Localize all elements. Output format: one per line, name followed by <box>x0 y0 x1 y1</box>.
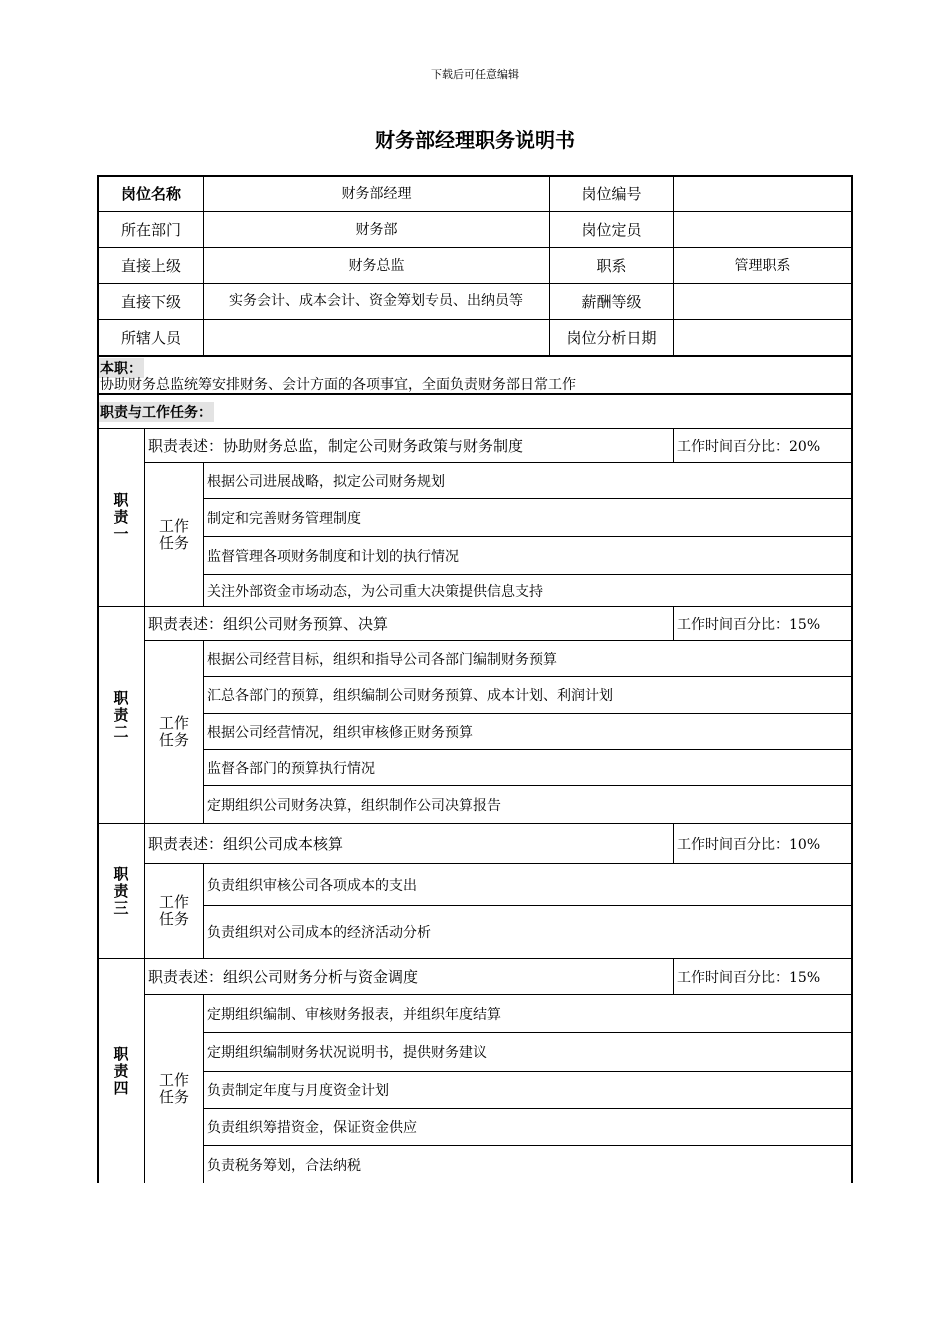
duty-4-task-label: 工作 任务 <box>158 1071 189 1106</box>
duty-1-task-4: 关注外部资金市场动态，为公司重大决策提供信息支持 <box>207 583 543 600</box>
duty-3-label: 职 责 三 <box>113 864 129 917</box>
value-department: 财务部 <box>355 221 398 238</box>
label-position-code: 岗位编号 <box>581 185 642 203</box>
duty-2-percent: 工作时间百分比：15% <box>677 616 821 633</box>
header-note: 下载后可任意编辑 <box>431 68 519 81</box>
core-label: 本职： <box>99 358 144 378</box>
duty-4-task-5: 负责税务筹划，合法纳税 <box>207 1157 361 1174</box>
duty-3-task-2: 负责组织对公司成本的经济活动分析 <box>207 925 431 941</box>
duty-2-task-3: 根据公司经营情况，组织审核修正财务预算 <box>207 724 473 741</box>
label-superior: 直接上级 <box>120 256 181 275</box>
value-superior: 财务总监 <box>348 257 405 274</box>
label-salary-grade: 薪酬等级 <box>581 292 642 311</box>
duty-3-summary: 职责表述：组织公司成本核算 <box>148 835 344 853</box>
label-headcount: 岗位定员 <box>581 220 642 239</box>
duty-4-task-4: 负责组织筹措资金，保证资金供应 <box>207 1120 417 1136</box>
duty-1-label: 职 责 一 <box>113 491 129 543</box>
duty-4-task-1: 定期组织编制、审核财务报表，并组织年度结算 <box>207 1006 501 1023</box>
label-subordinates: 直接下级 <box>120 292 181 311</box>
duty-4-label: 职 责 四 <box>113 1044 129 1097</box>
label-job-family: 职系 <box>596 256 627 275</box>
label-analysis-date: 岗位分析日期 <box>566 328 657 347</box>
label-staff: 所辖人员 <box>120 328 181 347</box>
duty-4-task-3: 负责制定年度与月度资金计划 <box>207 1083 389 1099</box>
core-text: 协助财务总监统筹安排财务、会计方面的各项事宜，全面负责财务部日常工作 <box>100 377 576 393</box>
label-position-name: 岗位名称 <box>120 185 181 203</box>
duty-2-task-1: 根据公司经营目标，组织和指导公司各部门编制财务预算 <box>207 651 557 668</box>
duty-2-summary: 职责表述：组织公司财务预算、决算 <box>148 615 389 633</box>
duty-1-task-1: 根据公司进展战略，拟定公司财务规划 <box>207 473 445 490</box>
duty-4-percent: 工作时间百分比：15% <box>677 969 821 986</box>
duty-2-task-label: 工作 任务 <box>158 714 189 749</box>
duties-header: 职责与工作任务： <box>99 402 214 422</box>
value-position-code <box>674 177 851 211</box>
duty-1-task-label: 工作 任务 <box>158 516 189 552</box>
duty-4-task-2: 定期组织编制财务状况说明书，提供财务建议 <box>207 1045 487 1061</box>
duty-1-percent: 工作时间百分比：20% <box>677 438 821 455</box>
duty-1-task-3: 监督管理各项财务制度和计划的执行情况 <box>207 548 459 565</box>
duty-2-label: 职 责 二 <box>113 688 129 741</box>
value-subordinates: 实务会计、成本会计、资金筹划专员、出纳员等 <box>229 293 523 309</box>
duty-2-task-5: 定期组织公司财务决算，组织制作公司决算报告 <box>207 797 501 814</box>
value-salary-grade <box>674 284 851 319</box>
duty-1-task-2: 制定和完善财务管理制度 <box>207 510 361 527</box>
value-headcount <box>674 212 851 247</box>
value-position-name: 财务部经理 <box>341 186 412 202</box>
label-department: 所在部门 <box>120 220 181 239</box>
duty-2-task-4: 监督各部门的预算执行情况 <box>207 760 375 777</box>
duty-3-task-1: 负责组织审核公司各项成本的支出 <box>207 877 417 894</box>
duty-3-percent: 工作时间百分比：10% <box>677 836 821 853</box>
value-staff <box>204 320 549 355</box>
value-analysis-date <box>674 320 851 355</box>
page-title: 财务部经理职务说明书 <box>375 128 575 152</box>
value-job-family: 管理职系 <box>734 257 791 274</box>
duty-4-summary: 职责表述：组织公司财务分析与资金调度 <box>148 968 419 986</box>
duty-1-summary: 职责表述：协助财务总监，制定公司财务政策与财务制度 <box>148 437 524 455</box>
duty-2-task-2: 汇总各部门的预算，组织编制公司财务预算、成本计划、利润计划 <box>207 688 613 704</box>
duty-3-task-label: 工作 任务 <box>158 893 189 928</box>
